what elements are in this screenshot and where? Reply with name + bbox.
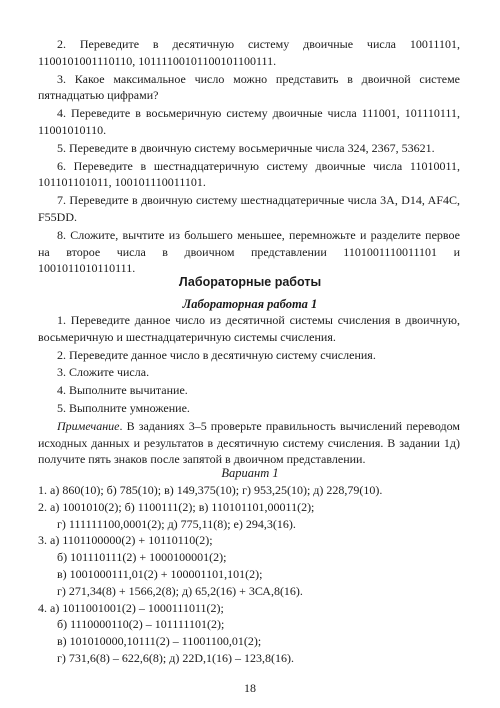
task-5: 5. Переведите в двоичную систему восьмеричные числа 324, 2367, 53621. — [57, 140, 435, 155]
task-3: 3. Какое максимальное число можно представить в двоичной системе пятнадцатью цифрами? — [38, 71, 460, 103]
task-4: 4. Переведите в восьмеричную систему двоичные числа 111001, 101110111, 11001010110. — [38, 106, 460, 137]
variant-line: 4. а) 1011001001(2) – 1000111011(2); — [38, 600, 224, 615]
lab-item-4: 4. Выполните вычитание. — [57, 383, 188, 398]
variant-tasks — [38, 482, 460, 667]
note-paragraph — [38, 418, 460, 468]
note-text: . В заданиях 3–5 проверьте правильность вычислений переводом исходных данных и результатов в десятичную систему счисления. В задании 1д) получите пять знаков после запятой в двоичном представлении. — [38, 418, 460, 467]
variant-line: в) 1001000111,01(2) + 100001101,101(2); — [57, 566, 263, 581]
variant-line: 2. а) 1001010(2); б) 1100111(2); в) 110101101,00011(2); — [38, 499, 315, 514]
lab-item-1: 1. Переведите данное число из десятичной системы счисления в двоичную, восьмеричную и шестнадцатеричную системы счисления. — [38, 313, 460, 344]
task-2: 2. Переведите в десятичную систему двоичные числа 10011101, 1100101001110110, 10111100101100101100111. — [38, 37, 460, 68]
task-7: 7. Переведите в двоичную систему шестнадцатеричные числа 3А, D14, AF4C, F55DD. — [38, 193, 460, 224]
variant-line: 1. а) 860(10); б) 785(10); в) 149,375(10); г) 953,25(10); д) 228,79(10). — [38, 483, 383, 497]
variant-line: 3. а) 1101100000(2) + 10110110(2); — [38, 533, 213, 548]
variant-line: г) 731,6(8) – 622,6(8); д) 22D,1(16) – 123,8(16). — [57, 650, 294, 665]
variant-line: г) 271,34(8) + 1566,2(8); д) 65,2(16) + 3СА,8(16). — [57, 583, 303, 598]
task-8: 8. Сложите, вычтите из большего меньшее, перемножьте и разделите первое на второе числа в двоичном представлении 1101001110011101 и 1001011010110111. — [38, 227, 460, 276]
lab-item-5: 5. Выполните умножение. — [57, 400, 190, 415]
lab-title: Лабораторная работа 1 — [182, 297, 318, 311]
variant-line: в) 101010000,10111(2) – 11001100,01(2); — [57, 634, 262, 649]
task-6: 6. Переведите в шестнадцатеричную систему двоичные числа 11010011, 101101101011, 100101110011101. — [38, 158, 460, 190]
page-number: 18 — [244, 681, 256, 695]
variant-line: б) 101110111(2) + 1000100001(2); — [57, 550, 227, 565]
lab-item-3: 3. Сложите числа. — [57, 365, 150, 380]
variant-line: б) 1110000110(2) – 101111101(2); — [57, 617, 225, 632]
section-title: Лабораторные работы — [178, 275, 322, 289]
variant-title: Вариант 1 — [221, 466, 279, 480]
lab-item-2: 2. Переведите данное число в десятичную систему счисления. — [57, 347, 376, 362]
lab-items — [38, 312, 460, 468]
variant-line: г) 111111100,0001(2); д) 775,11(8); е) 294,3(16). — [57, 516, 296, 531]
note-label: Примечание — [57, 418, 120, 433]
tasks-list — [38, 36, 460, 277]
